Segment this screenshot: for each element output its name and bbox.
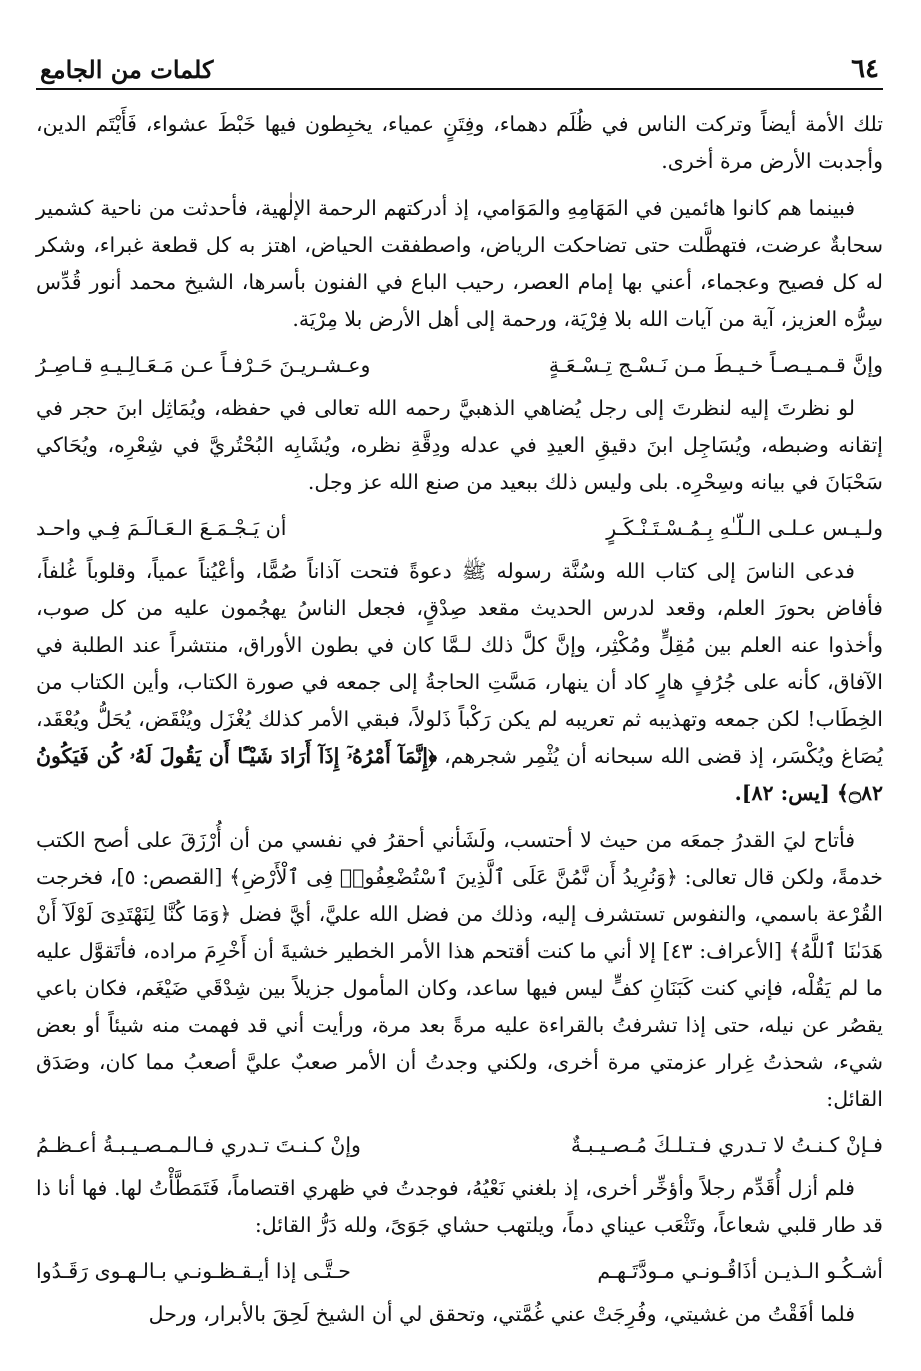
verse-first-hemistich: فـإنْ كـنـتُ لا تـدري فـتـلـكَ مُـصـيـبـةٌ (570, 1133, 883, 1157)
running-title: كلمات من الجامع (40, 55, 214, 84)
paragraph (36, 553, 883, 812)
poetry-verse (36, 511, 883, 545)
page-body (36, 106, 883, 1333)
quran-verse-quote: ﴿إِنَّمَآ أَمْرُهُۥٓ إِذَآ أَرَادَ شَيْـًٔا أَن يَقُولَ لَهُۥ كُن فَيَكُونُ ۝٨٢﴾ [يس: ٨٢]. (36, 744, 883, 805)
poetry-verse (36, 1254, 883, 1288)
verse-first-hemistich: ولـيـس عـلـى الـلّـٰهِ بِـمُـسْـتَـنْـكَـرٍ (606, 516, 883, 540)
paragraph: لو نظرتَ إليه لنظرتَ إلى رجل يُضاهي الذهبيَّ رحمه الله تعالى في حفظه، ويُمَاثِل ابنَ حجر في إتقانه وضبطه، ويُسَاجِل ابنَ دقيقِ العيدِ في عدله ودِقَّةِ نظره، ويُشَابِه البُحْتُريَّ في شِعْرِه، ويُحَاكي سَحْبَانَ في بيانه وسِحْرِه. بلى وليس ذلك ببعيد من صنع الله عز وجل. (36, 396, 883, 494)
paragraph: تلك الأمة أيضاً وتركت الناس في ظُلَم دهماء، وفِتَنٍ عمياء، يخبِطون فيها خَبْطَ عشواء، فَأَيْتَم الدين، وأجدبت الأرض مرة أخرى. (36, 112, 883, 173)
verse-second-hemistich: أن يَـجْـمَـعَ الـعَـالَـمَ فِـي واحـد (36, 516, 287, 540)
verse-second-hemistich: حـتَّـى إذا أيـقـظـونـي بـالـهـوى رَقَـدُوا (36, 1259, 351, 1283)
poetry-verse (36, 1128, 883, 1162)
book-page (36, 48, 883, 1351)
page-number: ٦٤ (851, 54, 879, 84)
verse-first-hemistich: أشـكُـو الـذيـن أذَاقُـونـي مـودَّتَـهـم (597, 1259, 883, 1283)
paragraph: فلما أفَقْتُ من غشيتي، وفُرِجَتْ عني غُمَّتي، وتحقق لي أن الشيخ لَحِقَ بالأبرار، ورحل (148, 1302, 855, 1326)
paragraph: فأتاح ليَ القدرُ جمعَه من حيث لا أحتسب، ولَشَأني أحقرُ في نفسي من أن أُرْزَقَ على أصح الكتب خدمةً، ولكن قال تعالى: ﴿وَنُرِيدُ أَن نَّمُنَّ عَلَى ٱلَّذِينَ ٱسْتُضْعِفُوا۟ فِى ٱلْأَرْضِ﴾ [القصص: ٥]، فخرجت القُرْعة باسمي، والنفوس تستشرف إليه، وذلك من فضل الله عليَّ، أيَّ فضل ﴿وَمَا كُنَّا لِنَهْتَدِىَ لَوْلَآ أَنْ هَدَىٰنَا ٱللَّهُ﴾ [الأعراف: ٤٣] إلا أني ما كنت أقتحم هذا الأمر الخطير خشيةَ أن أَخْرِمَ مراده، فأتَقوَّل عليه ما لم يَقُلْه، فإني كنت كَبَنَانِ كفٍّ ليس فيها ساعد، وكان المأمول جزيلاً بين شِدْقَي ضَيْغَم، فكان باعي يقصُر عن نيله، حتى إذا تشرفتُ بالقراءة عليه مرةً بعد مرة، ورأيت أني قد فهمت منه شيئاً أو بعض شيء، شحذتُ غِرار عزمتي مرة أخرى، ولكني وجدتُ أن الأمر صعبٌ عليَّ أصعبُ مما كان، وصَدَق القائل: (36, 828, 883, 1111)
verse-first-hemistich: وإنَّ قـمـيـصـاً خـيـطَ مـن نَـسْـج تِـسْـعَـةٍ (548, 353, 883, 377)
paragraph-text: فدعى الناسَ إلى كتاب الله وسُنَّة رسوله ﷺ دعوةً فتحت آذاناً صُمًّا، وأعْيُناً عمياً، وقلوباً غُلفاً، فأفاض بحورَ العلم، وقعد لدرس الحديث مقعد صِدْقٍ، فجعل الناسُ يهجُمون عليه من كل صوب، وأخذوا عنه العلم بين مُقِلٍّ ومُكْثِر، وإنَّ كلَّ ذلك لـمَّا كان في بطون الأوراق، منتشراً عند الطلبة في الآفاق، كأنه على جُرُفٍ هارٍ كاد أن ينهار، مَسَّتِ الحاجةُ إلى جمعه في صورة الكتاب، وأين الكتاب من الخِطَاب! لكن جمعه وتهذيبه ثم تعريبه لم يكن رَكْباً ذَلولاً، فبقي الأمر كذلك يُغْزَل ويُنْقَض، يُحَلُّ ويُعْقَد، يُصَاغ ويُكْسَر، إذ قضى الله سبحانه أن يُثْمِر شجرهم، (36, 559, 883, 768)
paragraph: فبينما هم كانوا هائمين في المَهَامِهِ والمَوَامي، إذ أدركتهم الرحمة الإلٰهية، فأحدثت من ناحية كشمير سحابةٌ عرضت، فتهطَّلت حتى تضاحكت الرياض، واصطفقت الحياض، اهتز به كل قطعة غبراء، وشكر له كل فصيح وعجماء، أعني بها إمام العصر، رحيب الباع في الفنون بأسرها، الشيخ محمد أنور قُدِّس سِرُّه العزيز، آية من آيات الله بلا فِرْيَة، ورحمة إلى أهل الأرض بلا مِرْيَة. (36, 196, 883, 331)
page-header (36, 48, 883, 90)
poetry-verse (36, 348, 883, 382)
paragraph: فلم أزل أُقَدِّم رجلاً وأؤخِّر أخرى، إذ بلغني نَعْيُهُ، فوجدتُ في ظهري اقتصاماً، فَتَمَطَّأْتُ لها. فها أنا ذا قد طار قلبي شعاعاً، وتَثْعَب عيناي دماً، ويلتهب حشاي جَوَىً، ولله دَرُّ القائل: (36, 1176, 883, 1237)
verse-second-hemistich: وإنْ كـنـتَ تـدري فـالـمـصـيـبـةُ أعـظـمُ (36, 1133, 361, 1157)
verse-second-hemistich: وعـشـريـنَ حَـرْفـاً عـن مَـعَـالِـيـهِ قـاصِـرُ (36, 353, 371, 377)
